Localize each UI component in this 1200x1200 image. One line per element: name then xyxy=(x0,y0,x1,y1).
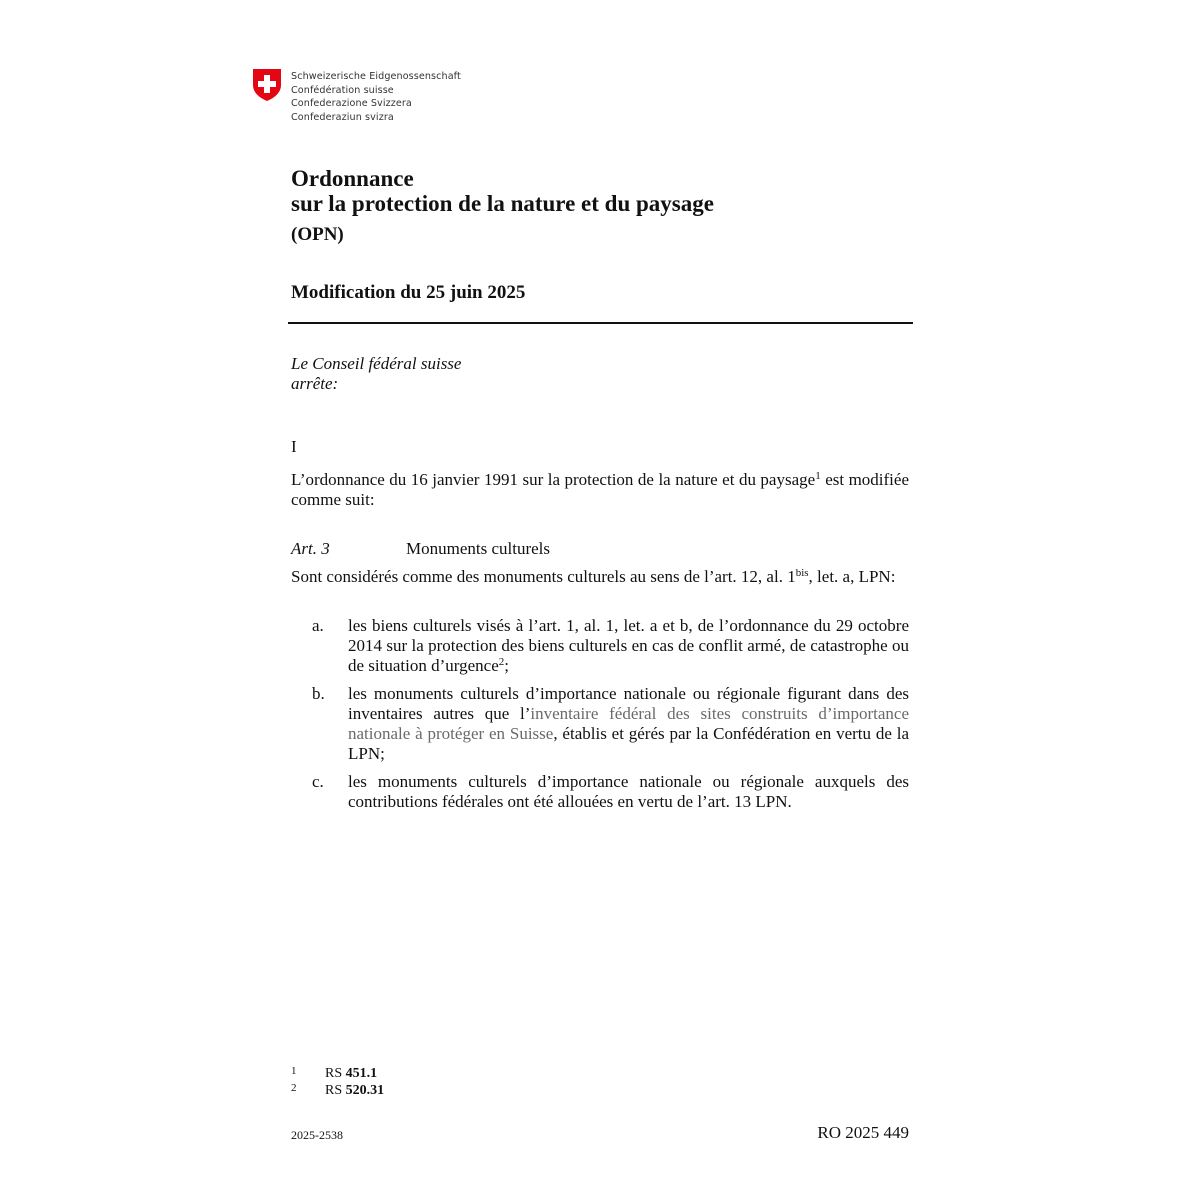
item-a-text-after: ; xyxy=(504,656,509,675)
confederation-names xyxy=(291,70,461,124)
article-number: Art. 3 xyxy=(291,539,330,558)
horizontal-rule xyxy=(288,322,913,324)
enactment-authority: Le Conseil fédéral suisse xyxy=(291,354,462,373)
footnote-ref-1[interactable]: 1 xyxy=(815,470,821,482)
title-line-1: Ordonnance xyxy=(291,166,414,191)
list-item-letter: a. xyxy=(312,616,324,635)
article-lead-after: , let. a, LPN: xyxy=(808,567,896,586)
official-compilation-ref: RO 2025 449 xyxy=(817,1123,909,1142)
title-abbreviation: (OPN) xyxy=(291,224,344,245)
footnote-ref-2[interactable]: 2 xyxy=(498,656,505,668)
footnote-prefix: RS xyxy=(325,1066,343,1081)
list-item-letter: b. xyxy=(312,684,325,703)
article-lead-sup: bis xyxy=(795,567,809,579)
section-number: I xyxy=(291,437,297,456)
document-title xyxy=(291,166,714,216)
footnote-ref-link[interactable]: 451.1 xyxy=(345,1066,378,1081)
inventory-link[interactable]: inventaire fédéral des sites construits d’importance nationale à protéger en Suisse xyxy=(348,704,909,743)
list-item-text xyxy=(348,616,909,676)
list-item-text: les monuments culturels d’importance nationale ou régionale auxquels des contributions fédérales ont été allouées en vertu de l’art. 13 LPN. xyxy=(348,772,909,811)
enactment-verb: arrête: xyxy=(291,374,339,393)
item-b-text-after: , établis et gérés par la Confédération en vertu de la LPN; xyxy=(348,724,909,763)
amendment-paragraph xyxy=(291,470,909,510)
list-item-text xyxy=(348,684,909,764)
item-a-text: les biens culturels visés à l’art. 1, al. 1, let. a et b, de l’ordonnance du 29 octobre 2014 sur la protection des biens culturels en cas de conflit armé, de catastrophe ou de situation d’urgence xyxy=(348,616,909,675)
footnote-number: 1 xyxy=(291,1065,297,1077)
modification-date: Modification du 25 juin 2025 xyxy=(291,282,526,303)
article-lead-before: Sont considérés comme des monuments culturels au sens de l’art. 12, al. 1 xyxy=(291,567,796,586)
footnote-ref-link[interactable]: 520.31 xyxy=(345,1083,385,1098)
confederation-name-rm: Confederaziun svizra xyxy=(291,111,394,123)
confederation-name-fr: Confédération suisse xyxy=(291,84,394,96)
list-item-letter: c. xyxy=(312,772,324,791)
footnote-2 xyxy=(291,1080,384,1099)
article-heading xyxy=(291,539,550,559)
enactment-clause xyxy=(291,354,461,394)
item-b-text-before: les monuments culturels d’importance nationale ou régionale figurant dans des inventaires autres que l’ xyxy=(348,684,909,723)
confederation-name-de: Schweizerische Eidgenossenschaft xyxy=(291,71,461,82)
footnote-number: 2 xyxy=(291,1082,297,1094)
amendment-text-before: L’ordonnance du 16 janvier 1991 sur la protection de la nature et du paysage xyxy=(291,470,816,489)
article-lead xyxy=(291,567,909,587)
title-line-2: sur la protection de la nature et du paysage xyxy=(291,191,714,216)
swiss-cross-shield-icon xyxy=(252,68,282,102)
document-id: 2025-2538 xyxy=(291,1128,343,1142)
amendment-text-after: est modifiée comme suit: xyxy=(291,470,909,509)
footnote-prefix: RS xyxy=(325,1083,343,1098)
article-title: Monuments culturels xyxy=(406,539,551,558)
confederation-name-it: Confederazione Svizzera xyxy=(291,98,412,110)
